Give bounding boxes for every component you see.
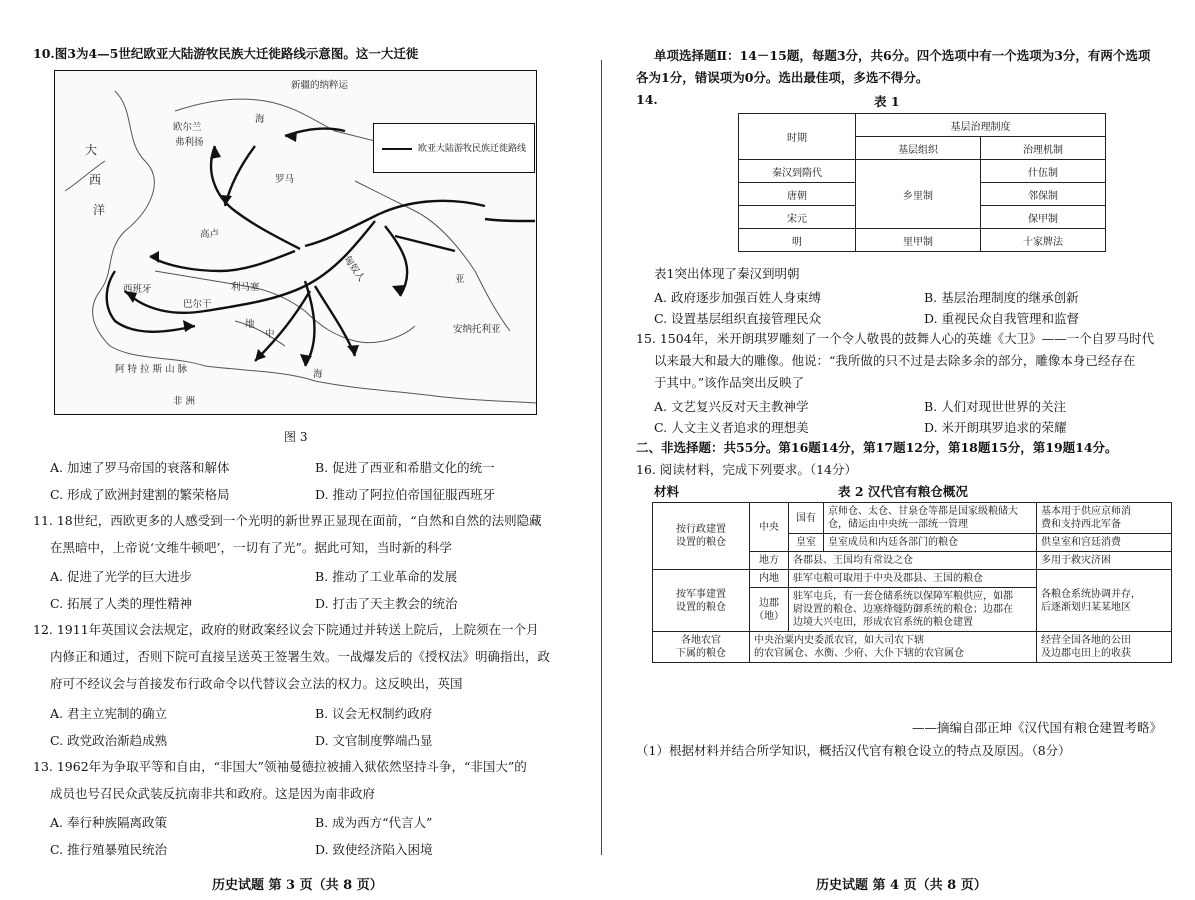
t2-military-use (1037, 570, 1172, 632)
t2-bianjun-desc (789, 588, 1037, 632)
legend-text: 欧亚大陆游牧民族迁徙路线 (418, 144, 527, 154)
map-label-hai: 海 (255, 114, 265, 125)
t2-military-use-1: 各粮仓系统协调并存， (1041, 588, 1141, 600)
q15-option-b[interactable]: B. 人们对现世世界的关注 (924, 399, 1067, 414)
q14-option-a[interactable]: A. 政府逐步加强百姓人身束缚 (654, 290, 821, 305)
q14-stem: 表1突出体现了秦汉到明朝 (654, 266, 800, 281)
q15-line2: 以来最大和最大的雕像。他说：“我所做的只不过是去除多余的部分，雕像本身已经存在 (654, 353, 1136, 368)
t2-nongguan-use-2: 及边郡屯田上的收获 (1041, 648, 1131, 659)
t2-group-admin-line1: 按行政建置 (676, 524, 726, 535)
q13-option-b[interactable]: B. 成为西方“代言人” (315, 815, 433, 830)
t2-group-admin-line2: 设置的粮仓 (676, 537, 726, 548)
t2-neidi: 内地 (750, 570, 789, 588)
t1-row3-period: 宋元 (739, 206, 856, 229)
t2-group-military (653, 570, 750, 632)
t1-org-xiangli: 乡里制 (856, 160, 981, 229)
t2-nongguan-use-1: 经营全国各地的公田 (1041, 635, 1131, 646)
q12-option-c[interactable]: C. 政党政治渐趋成熟 (50, 733, 168, 748)
migration-map (54, 70, 537, 415)
table-2 (652, 502, 1172, 663)
map-label-bajin: 巴尔干 (183, 299, 212, 310)
q10-option-d[interactable]: D. 推动了阿拉伯帝国征服西班牙 (315, 487, 496, 502)
right-page (606, 0, 1195, 900)
q13-option-a[interactable]: A. 奉行种族隔离政策 (50, 815, 167, 830)
t2-guoyou-use-2: 费和支持西北军备 (1041, 519, 1121, 530)
q16-stem: 16. 阅读材料，完成下列要求。（14分） (636, 462, 858, 477)
t1-org-lijia: 里甲制 (856, 229, 981, 252)
section2-heading: 二、非选择题：共55分。第16题14分，第17题12分，第18题15分，第19题14分。 (636, 440, 1118, 455)
t2-group-nongguan-line2: 下属的粮仓 (676, 648, 726, 659)
t1-row4-period: 明 (739, 229, 856, 252)
q11-option-a[interactable]: A. 促进了光学的巨大进步 (50, 569, 192, 584)
q14-option-c[interactable]: C. 设置基层组织直接管理民众 (654, 311, 822, 326)
q14-table-title: 表 1 (874, 94, 900, 109)
map-legend (373, 123, 535, 173)
t2-bianjun-desc-3: 边境大兴屯田，形成农官系统的粮仓建置 (793, 617, 973, 628)
t2-huangshi: 皇室 (789, 534, 824, 552)
t2-group-military-line1: 按军事建置 (676, 588, 726, 600)
map-label-xibanya: 西班牙 (123, 284, 152, 295)
t2-bianjun (750, 588, 789, 632)
t2-huangshi-use: 供皇室和宫廷消费 (1037, 534, 1172, 552)
q16-sub1: （1）根据材料并结合所学知识，概括汉代官有粮仓设立的特点及原因。（8分） (636, 743, 1071, 758)
map-label-ouer: 欧尔兰 (173, 122, 202, 133)
t2-group-nongguan (653, 632, 750, 663)
t1-header-org: 基层组织 (856, 137, 981, 160)
map-label-luoma: 罗马 (275, 174, 295, 185)
table-1 (738, 113, 1106, 252)
t2-guoyou-desc-2: 仓，储运由中央统一部统一管理 (828, 519, 968, 530)
t1-mech-baojia: 保甲制 (981, 206, 1106, 229)
q11-line1: 11. 18世纪，西欧更多的人感受到一个光明的新世界正显现在面前，“自然和自然的法则隐藏 (33, 513, 542, 528)
t1-mech-shijia: 十家牌法 (981, 229, 1106, 252)
q14-option-b[interactable]: B. 基层治理制度的继承创新 (924, 290, 1079, 305)
t2-huangshi-desc: 皇室成员和内廷各部门的粮仓 (824, 534, 1037, 552)
t1-mech-shiwu: 什伍制 (981, 160, 1106, 183)
q16-table-title: 表 2 汉代官有粮仓概况 (838, 484, 968, 499)
q10-option-a[interactable]: A. 加速了罗马帝国的衰落和解体 (50, 460, 230, 475)
left-footer: 历史试题 第 3 页（共 8 页） (212, 878, 383, 893)
t2-bianjun-desc-2: 尉设置的粮仓、边塞烽燧防御系统的粮仓；边郡在 (793, 604, 1013, 615)
q15-line1: 15. 1504年，米开朗琪罗雕刻了一个令人敬畏的鼓舞人心的英雄《大卫》——一个自罗马时代 (636, 331, 1155, 346)
t2-difang-use: 多用于救灾济困 (1037, 552, 1172, 570)
q15-option-a[interactable]: A. 文艺复兴反对天主教神学 (654, 399, 809, 414)
map-label-da: 大 (85, 143, 98, 157)
q16-source: ——摘编自邵正坤《汉代国有粮仓建置考略》 (912, 720, 1163, 735)
q13-line1: 13. 1962年为争取平等和自由，“非国大”领袖曼德拉被捕入狱依然坚持斗争，“非国大”的 (33, 759, 527, 774)
q16-material-label: 材料 (654, 484, 680, 499)
t2-nongguan-use (1037, 632, 1172, 663)
map-label-di: 地 (245, 319, 255, 330)
t2-guoyou-use (1037, 503, 1172, 534)
t2-military-use-2: 后逐渐划归某某地区 (1041, 601, 1131, 613)
q11-line2: 在黑暗中，上帝说‘文维牛顿吧’，一切有了光”。据此可知，当时新的科学 (50, 540, 452, 555)
q15-option-d[interactable]: D. 米开朗琪罗追求的荣耀 (924, 420, 1067, 435)
q12-option-b[interactable]: B. 议会无权制约政府 (315, 706, 433, 721)
map-label-liman: 利马塞 (231, 282, 260, 293)
q12-option-d[interactable]: D. 文官制度弊端凸显 (315, 733, 433, 748)
q12-line2: 内修正和通过，否则下院可直接呈送英王签署生效。一战爆发后的《授权法》明确指出，政 (50, 649, 551, 664)
t1-header-mech: 治理机制 (981, 137, 1106, 160)
q15-line3: 于其中。”该作品突出反映了 (654, 375, 805, 390)
map-label-atlas: 阿 特 拉 斯 山 脉 (115, 364, 188, 375)
q14-number: 14. (636, 92, 658, 107)
t2-nongguan-desc-1: 中央治粟内史委派农官，如大司农下辖 (754, 635, 924, 646)
t2-group-nongguan-line1: 各地农官 (681, 635, 721, 646)
t1-mech-linbao: 邻保制 (981, 183, 1106, 206)
map-label-feizhou: 非 洲 (173, 396, 196, 407)
t2-guoyou-desc (824, 503, 1037, 534)
map-label-fulin: 弗利扬 (175, 137, 204, 148)
t2-bianjun-line1: 边郡 (759, 597, 779, 609)
map-label-gaolu: 高卢 (200, 229, 220, 240)
section1-intro-line1: 单项选择题Ⅱ：14－15题，每题3分，共6分。四个选项中有一个选项为3分，有两个选项 (654, 48, 1151, 63)
t2-difang-desc: 各郡县、王国均有常设之仓 (789, 552, 1037, 570)
map-label-anxi: 安纳托利亚 (453, 324, 501, 335)
q12-option-a[interactable]: A. 君主立宪制的确立 (50, 706, 167, 721)
t2-guoyou-use-1: 基本用于供应京师消 (1041, 506, 1131, 517)
q10-option-b[interactable]: B. 促进了西亚和希腊文化的统一 (315, 460, 495, 475)
map-label-hai2: 海 (313, 369, 323, 380)
t2-neidi-desc: 驻军屯粮可取用于中央及郡县、王国的粮仓 (789, 570, 1037, 588)
map-label-zhong: 中 (265, 329, 275, 340)
q11-option-c[interactable]: C. 拓展了人类的理性精神 (50, 596, 193, 611)
q13-option-d[interactable]: D. 致使经济陷入困境 (315, 842, 433, 857)
t2-nongguan-desc-2: 的农官属仓、水衡、少府、大仆下辖的农官属仓 (754, 648, 964, 659)
page-divider (601, 60, 602, 855)
q14-option-d[interactable]: D. 重视民众自我管理和监督 (924, 311, 1080, 326)
q13-option-c[interactable]: C. 推行殖暴殖民统治 (50, 842, 168, 857)
t2-group-admin (653, 503, 750, 570)
t2-guoyou: 国有 (789, 503, 824, 534)
map-label-xi: 西 (89, 173, 102, 187)
t1-row2-period: 唐朝 (739, 183, 856, 206)
t2-bianjun-desc-1: 驻军屯兵，有一套仓储系统以保障军粮供应，如都 (793, 591, 1013, 602)
q12-line3: 府可不经议会与首接发布行政命令以代替议会立法的权力。这反映出，英国 (50, 676, 463, 691)
map-label-yazhou: 亚 (455, 274, 465, 285)
t1-header-period: 时期 (739, 114, 856, 160)
q10-option-c[interactable]: C. 形成了欧洲封建割的繁荣格局 (50, 487, 230, 502)
right-footer: 历史试题 第 4 页（共 8 页） (816, 878, 987, 893)
t2-bianjun-line2: （地） (754, 610, 784, 622)
map-label-north: 新疆的纳粹运 (291, 80, 349, 91)
t2-group-military-line2: 设置的粮仓 (676, 601, 726, 613)
map-label-yang: 洋 (93, 203, 106, 217)
map-caption: 图 3 (284, 430, 308, 444)
section1-intro-line2: 各为1分，错误项为0分。选出最佳项，多选不得分。 (636, 70, 929, 85)
t1-header-base: 基层治理制度 (856, 114, 1106, 137)
q15-option-c[interactable]: C. 人文主义者追求的理想美 (654, 420, 809, 435)
t1-row1-period: 秦汉到隋代 (739, 160, 856, 183)
q12-line1: 12. 1911年英国议会法规定，政府的财政案经议会下院通过并转送上院后，上院须在一个月 (33, 622, 539, 637)
q11-option-d[interactable]: D. 打击了天主教会的统治 (315, 596, 458, 611)
t2-difang: 地方 (750, 552, 789, 570)
map-label-xiongnu: 匈奴人 (341, 254, 367, 284)
q13-line2: 成员也号召民众武装反抗南非共和政府。这是因为南非政府 (50, 786, 376, 801)
t2-nongguan-desc (750, 632, 1037, 663)
q10-stem: 10.图3为4—5世纪欧亚大陆游牧民族大迁徙路线示意图。这一大迁徙 (33, 46, 419, 61)
t2-guoyou-desc-1: 京师仓、太仓、甘泉仓等都是国家级粮储大 (828, 506, 1018, 517)
q11-option-b[interactable]: B. 推动了工业革命的发展 (315, 569, 458, 584)
t2-central: 中央 (750, 503, 789, 552)
legend-line (382, 148, 412, 150)
